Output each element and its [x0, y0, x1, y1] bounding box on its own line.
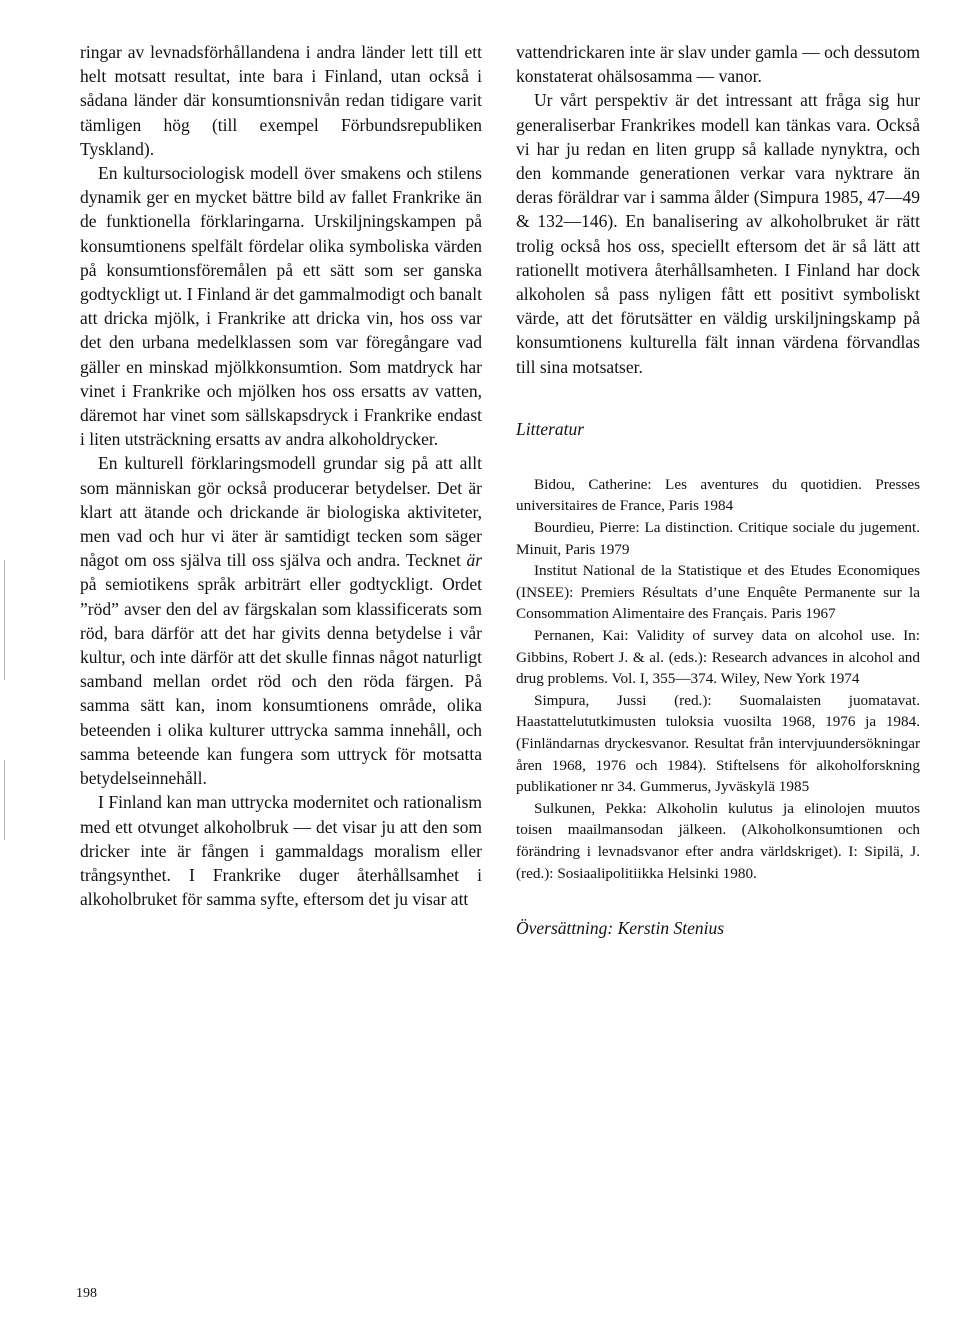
- reference-item: Pernanen, Kai: Validity of survey data on alcohol use. In: Gibbins, Robert J. & al. (eds.): Research advances in alcohol and drug problems. Vol. I, 355—374. Wiley, New York 1974: [516, 627, 920, 688]
- emphasis-text: är: [466, 550, 482, 571]
- right-column: [516, 40, 920, 939]
- paragraph-text: på semiotikens språk arbiträrt eller godtyckligt. Ordet ”röd” avser den del av färgskalan som klassificerats som röd, bara därför att det har givits denna betydelse i vår kultur, och inte därför att det skulle finnas något naturligt samband mellan ordet röd och den röda färgen. På samma sätt kan, inom konsumtionens område, olika beteenden i olika kulturer uttrycka samma innehåll, och samma beteende kan fungera som uttryck för motsatta betydelseinnehåll.: [80, 574, 482, 789]
- scan-margin-line: [4, 760, 5, 840]
- left-column: [80, 40, 482, 911]
- reference-item: Sulkunen, Pekka: Alkoholin kulutus ja elinolojen muutos toisen maailmansodan jälkeen. (Alkoholkonsumtionen och förändring i levnadsvanor efter andra världskriget). I: Sipilä, J. (red.): Sosiaalipolitiikka Helsinki 1980.: [516, 799, 920, 882]
- paragraph: I Finland kan man uttrycka modernitet och rationalism med ett otvunget alkoholbruk — det visar ju att den som dricker inte är fången i gammaldags moralism eller trångsynthet. I Frankrike duger återhållsamhet i alkoholbruket för samma syfte, eftersom det ju visar att: [80, 792, 482, 910]
- paragraph: vattendrickaren inte är slav under gamla — och dessutom konstaterat ohälsosamma — vanor.: [516, 42, 920, 87]
- reference-item: Bourdieu, Pierre: La distinction. Critique sociale du jugement. Minuit, Paris 1979: [516, 519, 920, 558]
- reference-item: Bidou, Catherine: Les aventures du quotidien. Presses universitaires de France, Paris 1984: [516, 475, 920, 515]
- paragraph: ringar av levnadsförhållandena i andra länder lett till ett helt motsatt resultat, inte bara i Finland, utan också i sådana länder där konsumtionsnivån redan tidigare varit tämligen hög (till exempel Förbundsrepubliken Tyskland).: [80, 42, 482, 159]
- paragraph: En kultursociologisk modell över smakens och stilens dynamik ger en mycket bättre bild av fallet Frankrike än de funktionella förklaringarna. Urskiljningskampen på konsumtionens spelfält fördelar olika symboliska värden på konsumtionsföremålen på ett sätt som ser ganska godtyckligt ut. I Finland är det gammalmodigt och banalt att dricka mjölk, i Frankrike att dricka vin, hos oss var det den urbana medelklassen som var föregångare vad gäller en minskad mjölkkonsumtion. Som matdryck har vinet i Frankrike och mjölken hos oss ersatts av vatten, däremot har vinet som sällskapsdryck i Frankrike endast i liten utsträckning ersatts av andra alkoholdrycker.: [80, 163, 482, 450]
- reference-item: Institut National de la Statistique et des Etudes Economiques (INSEE): Premiers Résultats d’une Enquête Permanente sur la Consommation Alimentaire des Français. Paris 1967: [516, 562, 920, 623]
- literature-heading: Litteratur: [516, 418, 585, 439]
- reference-list: [516, 474, 920, 884]
- paragraph-text: En kulturell förklaringsmodell grundar sig på att allt som människan gör också producerar betydelser. Det är klart att ätande och drickande är biologiska aktiviteter, men vad och hur vi äter är samtidigt tecken som säger något om oss själva till oss själva och andra. Tecknet: [80, 453, 482, 571]
- translation-credit: Översättning: Kerstin Stenius: [516, 918, 725, 939]
- paragraph: [80, 451, 482, 790]
- page-number: 198: [76, 1286, 97, 1301]
- scan-margin-line: [4, 560, 5, 680]
- reference-item: Simpura, Jussi (red.): Suomalaisten juomatavat. Haastattelututkimusten tuloksia vuosilta 1968, 1976 ja 1984. (Finländarnas dryckesvanor. Resultat från intervjuundersökningar åren 1968, 1976 och 1984). Stiftelsens för alkoholforskning publikationer nr 34. Gummerus, Jyväskylä 1985: [516, 691, 920, 796]
- paragraph: Ur vårt perspektiv är det intressant att fråga sig hur generaliserbar Frankrikes modell kan tänkas vara. Också vi har ju redan en liten grupp så kallade nynyktra, och den kommande generationen verkar vara nyktrare än deras föräldrar var i samma ålder (Simpura 1985, 47—49 & 132—146). En banalisering av alkoholbruket är rätt trolig också hos oss, speciellt eftersom det är så lätt att rationellt motivera återhållsamheten. I Finland har dock alkoholen så pass nyligen fått ett positivt symboliskt värde, att det förutsätter en väldig urskiljningskamp på konsumtionens kulturella fält innan värdena förvandlas till sina motsatser.: [516, 90, 920, 377]
